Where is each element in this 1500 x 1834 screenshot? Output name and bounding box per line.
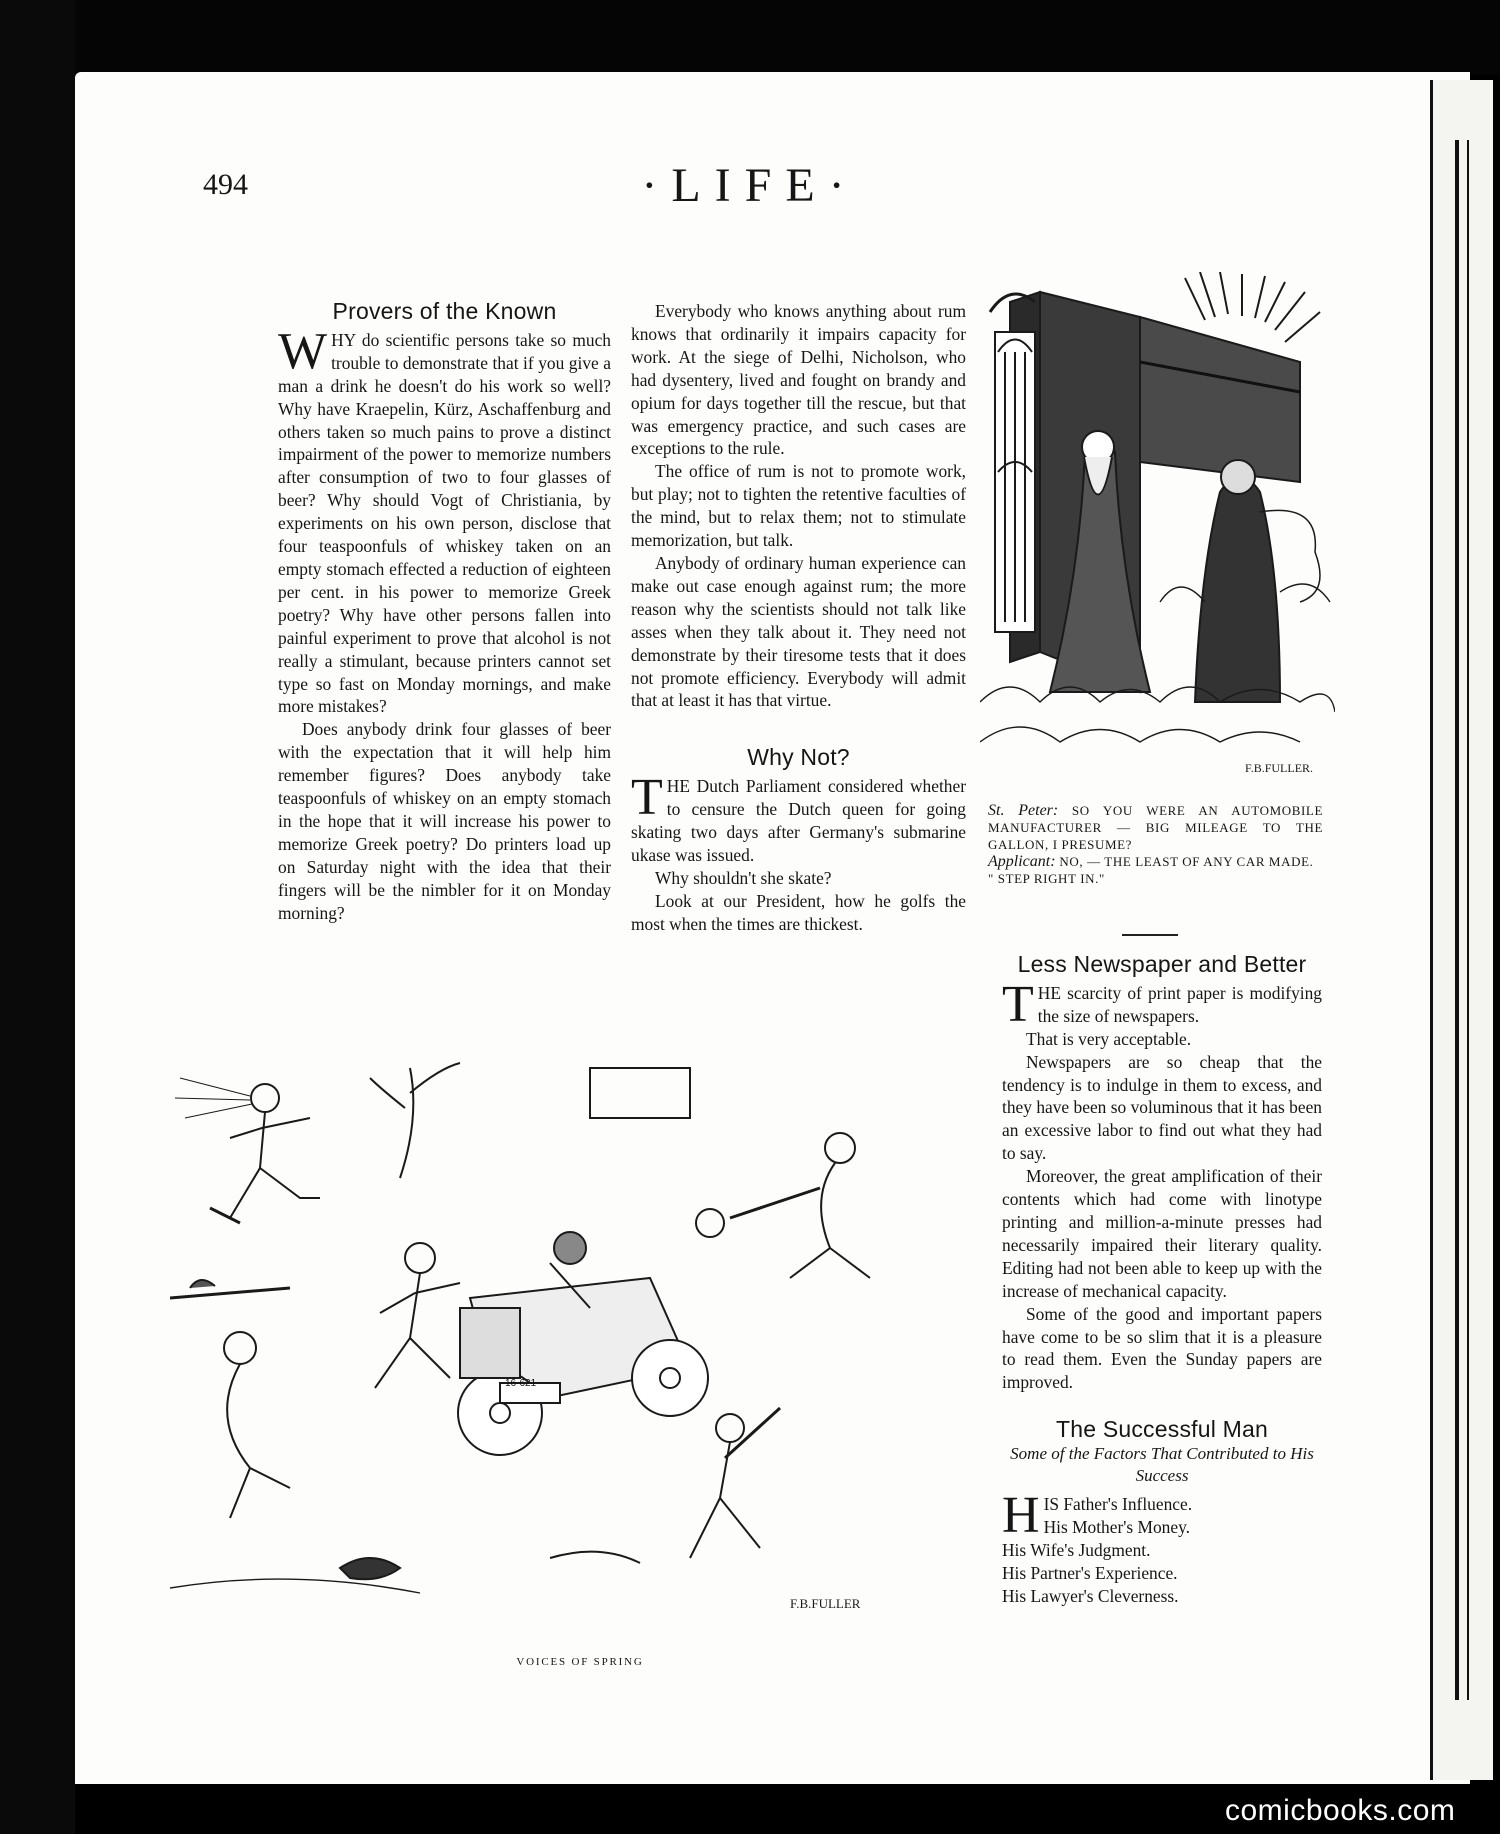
paragraph-text: HY do scientific persons take so much trouble to demonstrate that if you give a man a drink he doesn't do his work so well? Why have Kraepelin, Kürz, Aschaffenburg and others taken so much pains to prove a distinct impairment of the power to memorize numbers after consumption of two to four glasses of beer? Why should Vogt of Christiania, by experiments on his own person, disclose that four teaspoonfuls of whiskey taken on an empty stomach effected a reduction of eighteen per cent. in his power to memorize Greek poetry? Why have other persons fallen into painful experiment to prove that alcohol is not really a stimulant, because printers cannot set type so fast on Monday mornings, and make more mistakes?	[278, 329, 611, 717]
illustration-caption: VOICES OF SPRING	[516, 1656, 644, 1668]
scan-edge-left	[0, 0, 75, 1834]
article-paragraph: Look at our President, how he golfs the most when the times are thickest.	[631, 890, 966, 934]
list-item: His Wife's Judgment.	[1002, 1539, 1151, 1560]
article-paragraph: Why shouldn't she skate?	[655, 867, 832, 888]
running-man-top-left	[175, 1078, 320, 1223]
article-paragraph	[1002, 975, 1322, 1033]
article-title: Why Not?	[747, 744, 850, 771]
paragraph-text: HE scarcity of print paper is modifying the size of newspapers.	[1037, 982, 1322, 1026]
speaker-label: St. Peter:	[988, 802, 1059, 819]
drop-cap: T	[631, 769, 663, 827]
scan-edge-top	[0, 0, 1500, 75]
spring-artist-signature: F.B.FULLER	[790, 1596, 861, 1611]
article-title: Provers of the Known	[332, 298, 557, 324]
caption-text: NO, — THE LEAST OF ANY CAR MADE.	[1059, 854, 1314, 869]
list-item-text: IS Father's Influence.	[1043, 1494, 1193, 1515]
sun-rays	[1185, 272, 1320, 342]
article-paragraph: Does anybody drink four glasses of beer with the expectation that it will help him remember figures? Does anybody take teaspoonfuls of whiskey on an empty stomach in the hope that it will increase his power to memorize Greek poetry? Do printers load up on Saturday night with the idea that their fingers will be the nimbler for it on Monday morning?	[278, 719, 611, 923]
adjacent-page-rule-thin	[1467, 140, 1469, 1700]
tree	[370, 1063, 460, 1178]
masthead: ·LIFE·	[641, 159, 859, 212]
article-continued	[631, 300, 966, 936]
animal	[340, 1558, 400, 1579]
caption-line-st-peter	[988, 802, 1323, 853]
adjacent-page-rule	[1455, 140, 1459, 1700]
article-paragraph: Some of the good and important papers have come to be so slim that it is a pleasure to read them. Even the Sunday papers are improved.	[1002, 1303, 1322, 1393]
house	[590, 1068, 690, 1118]
drop-cap: W	[278, 322, 328, 380]
paragraph-text: HE Dutch Parliament considered whether to censure the Dutch queen for going skating two days after Germany's submarine ukase was issued.	[631, 776, 966, 865]
lawnmower-man	[696, 1133, 870, 1278]
drop-cap: H	[1002, 1487, 1040, 1545]
caption-line-applicant	[988, 853, 1323, 870]
article-title: Less Newspaper and Better	[1017, 951, 1307, 977]
list-item: His Mother's Money.	[1043, 1517, 1190, 1538]
license-plate: 16-621	[505, 1378, 537, 1389]
article-subtitle: Some of the Factors That Contributed to His Success	[1010, 1444, 1314, 1486]
article-less-newspaper	[1002, 953, 1322, 1608]
article-paragraph: Newspapers are so cheap that the tendency is to indulge in them to excess, and they have been so voluminous that it has been an excessive labor to find out what they had to say.	[1002, 1051, 1322, 1164]
article-paragraph: The office of rum is not to promote work, but play; not to tighten the retentive faculties of the mind, but to relax them; not to stimulate memorization, but talk.	[631, 461, 966, 551]
section-divider	[1122, 934, 1178, 936]
voices-of-spring-cartoon	[170, 1048, 970, 1638]
article-paragraph: Everybody who knows anything about rum knows that ordinarily it impairs capacity for work. At the siege of Delhi, Nicholson, who had dysentery, lived and fought on brandy and opium for days together till the rescue, but that was emergency practice, and such cases are exceptions to the rule.	[631, 301, 966, 459]
article-paragraph	[278, 322, 611, 718]
cartoon-caption	[988, 802, 1323, 887]
article-paragraph	[631, 769, 966, 867]
article-paragraph: Anybody of ordinary human experience can make out case enough against rum; the more reason why the scientists should not talk like asses when they talk about it. They need not demonstrate by their tiresome tests that it does not promote efficiency. Everybody will admit that at least it has that virtue.	[631, 552, 966, 711]
article-title: The Successful Man	[1056, 1416, 1268, 1443]
article-paragraph: That is very acceptable.	[1026, 1028, 1192, 1049]
running-man-center	[375, 1243, 460, 1388]
ground-sketch	[550, 1552, 640, 1563]
list-item: His Partner's Experience.	[1002, 1562, 1178, 1583]
success-list	[1002, 1487, 1322, 1608]
st-peter-cartoon	[980, 272, 1335, 792]
caption-text: SO YOU WERE AN AUTOMOBILE MANUFACTURER — BIG MILEAGE TO THE GALLON, I PRESUME?	[988, 803, 1323, 852]
article-why-not	[631, 746, 966, 935]
page-number: 494	[203, 168, 248, 201]
man-with-rake	[690, 1408, 780, 1558]
watermark: comicbooks.com	[1225, 1794, 1456, 1827]
gate-artist-signature: F.B.FULLER.	[1245, 761, 1314, 775]
article-paragraph: Moreover, the great amplification of their contents which had come with linotype printing and million-a-minute presses had necessarily impaired their literary quality. Editing had not been able to keep up with the increase of mechanical capacity.	[1002, 1166, 1322, 1301]
list-item: His Lawyer's Cleverness.	[1002, 1585, 1179, 1606]
caption-line-reply: " STEP RIGHT IN."	[988, 871, 1105, 886]
adjacent-page-edge	[1430, 80, 1493, 1780]
car	[458, 1232, 708, 1455]
speaker-label: Applicant:	[988, 853, 1056, 870]
article-provers-of-the-known	[278, 300, 611, 924]
man-with-hoe	[170, 1280, 290, 1518]
drop-cap: T	[1002, 975, 1034, 1033]
